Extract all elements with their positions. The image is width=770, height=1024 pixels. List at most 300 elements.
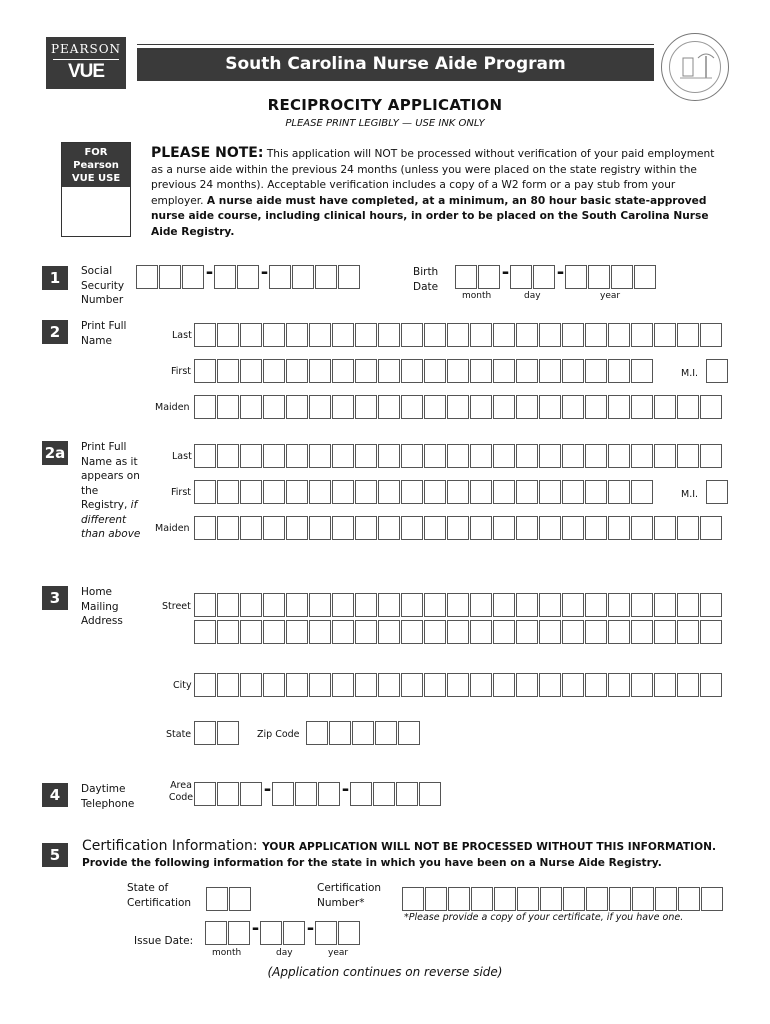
letter-box[interactable] xyxy=(678,887,700,911)
letter-box[interactable] xyxy=(448,887,470,911)
state-field[interactable] xyxy=(194,721,240,745)
telephone-field[interactable] xyxy=(194,779,442,806)
letter-box[interactable] xyxy=(240,395,262,419)
last-name-label: Last xyxy=(172,330,192,341)
letter-box[interactable] xyxy=(700,395,722,419)
letter-box[interactable] xyxy=(402,887,424,911)
phone-digit-box[interactable] xyxy=(295,782,317,806)
letter-box[interactable] xyxy=(263,516,285,540)
issue-year-caption: year xyxy=(328,948,349,958)
birth-date-label: Birth Date xyxy=(413,266,439,293)
letter-box[interactable] xyxy=(332,359,354,383)
letter-box[interactable] xyxy=(700,323,722,347)
letter-box[interactable] xyxy=(700,444,722,468)
city-label: City xyxy=(173,680,192,691)
issue-date-field[interactable] xyxy=(205,918,361,945)
letter-box[interactable] xyxy=(309,444,331,468)
letter-box[interactable] xyxy=(631,673,653,697)
phone-digit-box[interactable] xyxy=(350,782,372,806)
letter-box[interactable] xyxy=(217,620,239,644)
letter-box[interactable] xyxy=(447,444,469,468)
letter-box[interactable] xyxy=(470,480,492,504)
letter-box[interactable] xyxy=(424,323,446,347)
letter-box[interactable] xyxy=(401,620,423,644)
letter-box[interactable] xyxy=(516,323,538,347)
letter-box[interactable] xyxy=(240,593,262,617)
letter-box[interactable] xyxy=(677,673,699,697)
letter-box[interactable] xyxy=(355,359,377,383)
phone-digit-box[interactable] xyxy=(396,782,418,806)
zip-box[interactable] xyxy=(352,721,374,745)
letter-box[interactable] xyxy=(493,395,515,419)
letter-box[interactable] xyxy=(539,395,561,419)
phone-digit-box[interactable] xyxy=(419,782,441,806)
letter-box[interactable] xyxy=(263,444,285,468)
letter-box[interactable] xyxy=(286,620,308,644)
letter-box[interactable] xyxy=(447,673,469,697)
letter-box[interactable] xyxy=(263,593,285,617)
letter-box[interactable] xyxy=(470,516,492,540)
letter-box[interactable] xyxy=(470,359,492,383)
letter-box[interactable] xyxy=(401,395,423,419)
pearson-vue-logo xyxy=(46,37,126,89)
letter-box[interactable] xyxy=(631,395,653,419)
letter-box[interactable] xyxy=(424,516,446,540)
letter-box[interactable] xyxy=(378,593,400,617)
date-digit-box[interactable] xyxy=(611,265,633,289)
state-of-certification-field[interactable] xyxy=(206,887,252,911)
letter-box[interactable] xyxy=(470,323,492,347)
letter-box[interactable] xyxy=(309,593,331,617)
letter-box[interactable] xyxy=(355,620,377,644)
letter-box[interactable] xyxy=(401,480,423,504)
certification-heading xyxy=(82,838,752,854)
issue-month-caption: month xyxy=(212,948,242,958)
letter-box[interactable] xyxy=(677,444,699,468)
letter-box[interactable] xyxy=(677,516,699,540)
letter-box[interactable] xyxy=(563,887,585,911)
letter-box[interactable] xyxy=(309,395,331,419)
letter-box[interactable] xyxy=(194,444,216,468)
mi-field[interactable] xyxy=(706,359,729,383)
letter-box[interactable] xyxy=(609,887,631,911)
letter-box[interactable] xyxy=(194,516,216,540)
letter-box[interactable] xyxy=(217,395,239,419)
letter-box[interactable] xyxy=(677,395,699,419)
mi-box[interactable] xyxy=(706,359,728,383)
letter-box[interactable] xyxy=(654,593,676,617)
date-digit-box[interactable] xyxy=(634,265,656,289)
ssn-digit-box[interactable] xyxy=(182,265,204,289)
cert-state-box[interactable] xyxy=(229,887,251,911)
letter-box[interactable] xyxy=(424,620,446,644)
dash: - xyxy=(263,779,272,800)
birth-date-field[interactable] xyxy=(455,262,657,289)
letter-box[interactable] xyxy=(631,516,653,540)
letter-box[interactable] xyxy=(540,887,562,911)
letter-box[interactable] xyxy=(424,359,446,383)
phone-digit-box[interactable] xyxy=(272,782,294,806)
letter-box[interactable] xyxy=(447,593,469,617)
date-digit-box[interactable] xyxy=(260,921,282,945)
dash: - xyxy=(341,779,350,800)
letter-box[interactable] xyxy=(194,480,216,504)
letter-box[interactable] xyxy=(194,673,216,697)
date-digit-box[interactable] xyxy=(338,921,360,945)
letter-box[interactable] xyxy=(240,323,262,347)
ssn-digit-box[interactable] xyxy=(136,265,158,289)
date-digit-box[interactable] xyxy=(510,265,532,289)
letter-box[interactable] xyxy=(217,673,239,697)
letter-box[interactable] xyxy=(700,673,722,697)
last-name-field[interactable] xyxy=(194,323,723,347)
letter-box[interactable] xyxy=(286,395,308,419)
letter-box[interactable] xyxy=(517,887,539,911)
letter-box[interactable] xyxy=(631,359,653,383)
ssn-digit-box[interactable] xyxy=(269,265,291,289)
letter-box[interactable] xyxy=(378,444,400,468)
zip-field[interactable] xyxy=(306,721,421,745)
maiden-name-field[interactable] xyxy=(194,395,723,419)
letter-box[interactable] xyxy=(586,887,608,911)
letter-box[interactable] xyxy=(425,887,447,911)
logo-bottom-text: VUE xyxy=(67,61,105,82)
letter-box[interactable] xyxy=(332,593,354,617)
zip-box[interactable] xyxy=(329,721,351,745)
certification-number-field[interactable] xyxy=(402,887,724,911)
letter-box[interactable] xyxy=(286,359,308,383)
letter-box[interactable] xyxy=(700,516,722,540)
letter-box[interactable] xyxy=(700,593,722,617)
letter-box[interactable] xyxy=(401,359,423,383)
letter-box[interactable] xyxy=(516,673,538,697)
letter-box[interactable] xyxy=(378,620,400,644)
letter-box[interactable] xyxy=(470,395,492,419)
letter-box[interactable] xyxy=(654,395,676,419)
letter-box[interactable] xyxy=(654,444,676,468)
letter-box[interactable] xyxy=(286,480,308,504)
letter-box[interactable] xyxy=(401,516,423,540)
letter-box[interactable] xyxy=(608,359,630,383)
letter-box[interactable] xyxy=(470,673,492,697)
date-digit-box[interactable] xyxy=(565,265,587,289)
letter-box[interactable] xyxy=(401,673,423,697)
letter-box[interactable] xyxy=(378,480,400,504)
letter-box[interactable] xyxy=(655,887,677,911)
letter-box[interactable] xyxy=(631,620,653,644)
ssn-digit-box[interactable] xyxy=(315,265,337,289)
letter-box[interactable] xyxy=(424,444,446,468)
letter-box[interactable] xyxy=(539,593,561,617)
letter-box[interactable] xyxy=(194,620,216,644)
letter-box[interactable] xyxy=(332,480,354,504)
ssn-digit-box[interactable] xyxy=(214,265,236,289)
letter-box[interactable] xyxy=(286,444,308,468)
letter-box[interactable] xyxy=(424,673,446,697)
letter-box[interactable] xyxy=(631,593,653,617)
letter-box[interactable] xyxy=(263,620,285,644)
letter-box[interactable] xyxy=(700,620,722,644)
note-text: This application will NOT be processed without verification of your paid employment as a nurse aide within the previous 24 months (unless you were placed on the state registry within the previous 24 months). Acceptable verification includes a copy of a W2 form or a pay stub from your employer. xyxy=(151,148,715,207)
letter-box[interactable] xyxy=(631,323,653,347)
letter-box[interactable] xyxy=(217,480,239,504)
letter-box[interactable] xyxy=(332,395,354,419)
phone-digit-box[interactable] xyxy=(240,782,262,806)
letter-box[interactable] xyxy=(355,673,377,697)
letter-box[interactable] xyxy=(332,444,354,468)
letter-box[interactable] xyxy=(585,480,607,504)
letter-box[interactable] xyxy=(608,444,630,468)
letter-box[interactable] xyxy=(194,359,216,383)
letter-box[interactable] xyxy=(608,593,630,617)
letter-box[interactable] xyxy=(378,359,400,383)
letter-box[interactable] xyxy=(240,444,262,468)
letter-box[interactable] xyxy=(516,359,538,383)
letter-box[interactable] xyxy=(355,480,377,504)
letter-box[interactable] xyxy=(585,395,607,419)
letter-box[interactable] xyxy=(470,444,492,468)
letter-box[interactable] xyxy=(654,673,676,697)
letter-box[interactable] xyxy=(401,593,423,617)
letter-box[interactable] xyxy=(516,593,538,617)
letter-box[interactable] xyxy=(240,673,262,697)
letter-box[interactable] xyxy=(378,673,400,697)
phone-digit-box[interactable] xyxy=(373,782,395,806)
letter-box[interactable] xyxy=(217,516,239,540)
letter-box[interactable] xyxy=(378,323,400,347)
registry-mi-field[interactable] xyxy=(706,480,729,504)
letter-box[interactable] xyxy=(516,620,538,644)
letter-box[interactable] xyxy=(539,444,561,468)
letter-box[interactable] xyxy=(539,673,561,697)
birth-year-caption: year xyxy=(600,291,621,301)
letter-box[interactable] xyxy=(493,480,515,504)
letter-box[interactable] xyxy=(217,444,239,468)
letter-box[interactable] xyxy=(355,444,377,468)
section-5-tag: 5 xyxy=(42,843,68,867)
letter-box[interactable] xyxy=(424,593,446,617)
city-field[interactable] xyxy=(194,673,723,697)
letter-box[interactable] xyxy=(608,395,630,419)
letter-box[interactable] xyxy=(309,620,331,644)
letter-box[interactable] xyxy=(493,673,515,697)
letter-box[interactable] xyxy=(194,593,216,617)
letter-box[interactable] xyxy=(608,673,630,697)
letter-box[interactable] xyxy=(470,593,492,617)
letter-box[interactable] xyxy=(516,480,538,504)
letter-box[interactable] xyxy=(286,323,308,347)
letter-box[interactable] xyxy=(493,359,515,383)
letter-box[interactable] xyxy=(332,323,354,347)
letter-box[interactable] xyxy=(217,323,239,347)
area-code-label: Area Code xyxy=(168,780,194,803)
date-digit-box[interactable] xyxy=(228,921,250,945)
certification-number-label-text: Certification Number xyxy=(317,882,382,909)
letter-box[interactable] xyxy=(493,620,515,644)
letter-box[interactable] xyxy=(493,516,515,540)
letter-box[interactable] xyxy=(309,359,331,383)
letter-box[interactable] xyxy=(585,673,607,697)
letter-box[interactable] xyxy=(240,516,262,540)
letter-box[interactable] xyxy=(424,395,446,419)
letter-box[interactable] xyxy=(562,516,584,540)
letter-box[interactable] xyxy=(217,359,239,383)
letter-box[interactable] xyxy=(332,516,354,540)
letter-box[interactable] xyxy=(447,480,469,504)
phone-digit-box[interactable] xyxy=(217,782,239,806)
letter-box[interactable] xyxy=(447,620,469,644)
letter-box[interactable] xyxy=(539,359,561,383)
letter-box[interactable] xyxy=(562,593,584,617)
letter-box[interactable] xyxy=(608,620,630,644)
letter-box[interactable] xyxy=(355,593,377,617)
street-field[interactable] xyxy=(194,593,723,617)
letter-box[interactable] xyxy=(217,593,239,617)
letter-box[interactable] xyxy=(240,620,262,644)
state-box[interactable] xyxy=(194,721,216,745)
office-use-label: FOR Pearson VUE USE ONLY xyxy=(62,143,130,187)
letter-box[interactable] xyxy=(608,480,630,504)
registry-last-name-field[interactable] xyxy=(194,444,723,468)
date-digit-box[interactable] xyxy=(283,921,305,945)
letter-box[interactable] xyxy=(286,673,308,697)
letter-box[interactable] xyxy=(608,323,630,347)
letter-box[interactable] xyxy=(447,323,469,347)
date-digit-box[interactable] xyxy=(533,265,555,289)
letter-box[interactable] xyxy=(677,620,699,644)
letter-box[interactable] xyxy=(194,323,216,347)
letter-box[interactable] xyxy=(585,323,607,347)
letter-box[interactable] xyxy=(401,323,423,347)
date-digit-box[interactable] xyxy=(478,265,500,289)
letter-box[interactable] xyxy=(263,480,285,504)
letter-box[interactable] xyxy=(240,359,262,383)
letter-box[interactable] xyxy=(677,593,699,617)
letter-box[interactable] xyxy=(701,887,723,911)
registry-first-name-field[interactable] xyxy=(194,480,654,504)
letter-box[interactable] xyxy=(539,323,561,347)
letter-box[interactable] xyxy=(309,323,331,347)
letter-box[interactable] xyxy=(562,323,584,347)
letter-box[interactable] xyxy=(562,480,584,504)
mi-box[interactable] xyxy=(706,480,728,504)
letter-box[interactable] xyxy=(585,359,607,383)
letter-box[interactable] xyxy=(470,620,492,644)
ssn-digit-box[interactable] xyxy=(338,265,360,289)
ssn-digit-box[interactable] xyxy=(159,265,181,289)
ssn-field[interactable] xyxy=(136,262,361,289)
letter-box[interactable] xyxy=(585,444,607,468)
date-digit-box[interactable] xyxy=(205,921,227,945)
letter-box[interactable] xyxy=(447,395,469,419)
registry-maiden-field[interactable] xyxy=(194,516,723,540)
letter-box[interactable] xyxy=(516,444,538,468)
ssn-digit-box[interactable] xyxy=(292,265,314,289)
letter-box[interactable] xyxy=(447,359,469,383)
letter-box[interactable] xyxy=(585,516,607,540)
letter-box[interactable] xyxy=(471,887,493,911)
letter-box[interactable] xyxy=(654,516,676,540)
letter-box[interactable] xyxy=(562,620,584,644)
letter-box[interactable] xyxy=(355,516,377,540)
zip-box[interactable] xyxy=(375,721,397,745)
letter-box[interactable] xyxy=(654,620,676,644)
dash: - xyxy=(501,262,510,283)
letter-box[interactable] xyxy=(263,323,285,347)
cert-state-box[interactable] xyxy=(206,887,228,911)
letter-box[interactable] xyxy=(263,395,285,419)
letter-box[interactable] xyxy=(355,395,377,419)
letter-box[interactable] xyxy=(562,359,584,383)
letter-box[interactable] xyxy=(263,359,285,383)
letter-box[interactable] xyxy=(585,620,607,644)
section-1-tag: 1 xyxy=(42,266,68,290)
letter-box[interactable] xyxy=(539,620,561,644)
letter-box[interactable] xyxy=(424,480,446,504)
letter-box[interactable] xyxy=(539,516,561,540)
dash: - xyxy=(306,918,315,939)
zip-box[interactable] xyxy=(398,721,420,745)
letter-box[interactable] xyxy=(309,480,331,504)
state-box[interactable] xyxy=(217,721,239,745)
letter-box[interactable] xyxy=(493,593,515,617)
date-digit-box[interactable] xyxy=(588,265,610,289)
letter-box[interactable] xyxy=(263,673,285,697)
letter-box[interactable] xyxy=(516,395,538,419)
letter-box[interactable] xyxy=(493,444,515,468)
letter-box[interactable] xyxy=(240,480,262,504)
letter-box[interactable] xyxy=(332,673,354,697)
date-digit-box[interactable] xyxy=(315,921,337,945)
letter-box[interactable] xyxy=(608,516,630,540)
letter-box[interactable] xyxy=(286,593,308,617)
logo-top-text: PEARSON xyxy=(50,42,122,56)
letter-box[interactable] xyxy=(355,323,377,347)
date-digit-box[interactable] xyxy=(455,265,477,289)
phone-digit-box[interactable] xyxy=(194,782,216,806)
letter-box[interactable] xyxy=(401,444,423,468)
street-field-line-2[interactable] xyxy=(194,620,723,644)
telephone-label: Daytime Telephone xyxy=(81,783,135,810)
letter-box[interactable] xyxy=(309,673,331,697)
zip-box[interactable] xyxy=(306,721,328,745)
letter-box[interactable] xyxy=(493,323,515,347)
letter-box[interactable] xyxy=(654,323,676,347)
letter-box[interactable] xyxy=(494,887,516,911)
letter-box[interactable] xyxy=(447,516,469,540)
letter-box[interactable] xyxy=(585,593,607,617)
phone-digit-box[interactable] xyxy=(318,782,340,806)
letter-box[interactable] xyxy=(516,516,538,540)
letter-box[interactable] xyxy=(631,444,653,468)
letter-box[interactable] xyxy=(194,395,216,419)
first-name-field[interactable] xyxy=(194,359,654,383)
letter-box[interactable] xyxy=(378,516,400,540)
letter-box[interactable] xyxy=(562,673,584,697)
seal-emblem-icon xyxy=(662,34,730,102)
letter-box[interactable] xyxy=(378,395,400,419)
letter-box[interactable] xyxy=(631,480,653,504)
letter-box[interactable] xyxy=(309,516,331,540)
letter-box[interactable] xyxy=(539,480,561,504)
letter-box[interactable] xyxy=(562,395,584,419)
letter-box[interactable] xyxy=(677,323,699,347)
letter-box[interactable] xyxy=(286,516,308,540)
letter-box[interactable] xyxy=(332,620,354,644)
letter-box[interactable] xyxy=(632,887,654,911)
letter-box[interactable] xyxy=(562,444,584,468)
ssn-digit-box[interactable] xyxy=(237,265,259,289)
